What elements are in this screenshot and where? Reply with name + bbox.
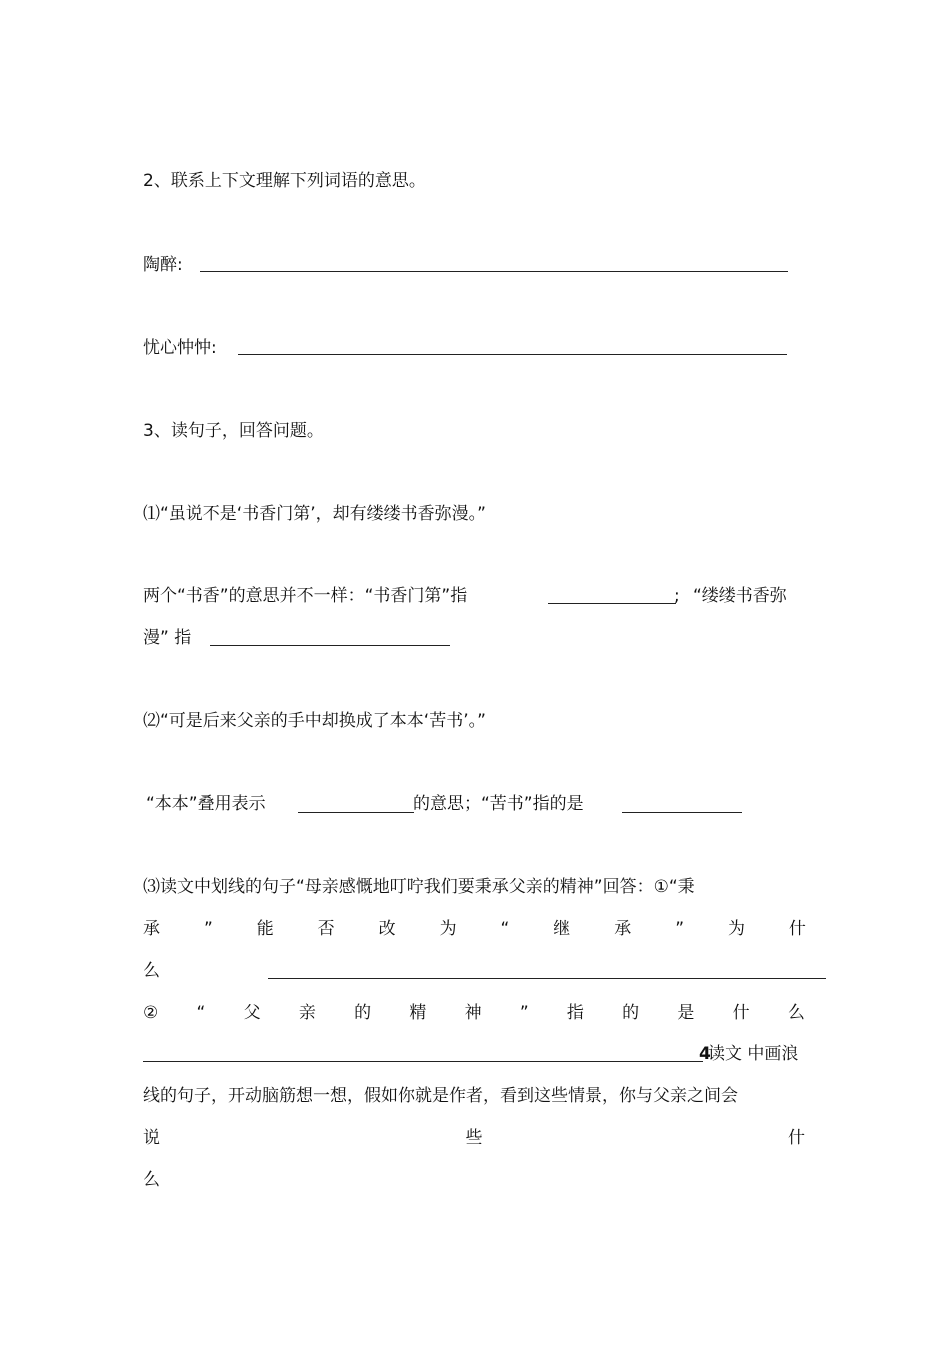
char: 承 xyxy=(143,919,160,939)
q3-s3-line1: ⑶读文中划线的句子“母亲感慨地叮咛我们要秉承父亲的精神”回答：①“秉 xyxy=(143,877,695,897)
char: 承 xyxy=(614,919,632,939)
q2-title: 2、联系上下文理解下列词语的意思。 xyxy=(143,171,426,191)
char: ” xyxy=(203,919,213,939)
char: “ xyxy=(196,1003,206,1023)
q3-s1-prompt-c: 漫” 指 xyxy=(143,628,192,648)
char: 什 xyxy=(732,1003,750,1023)
q3-s1-prompt-b: “缕缕书香弥 xyxy=(693,586,787,606)
char: 精 xyxy=(409,1003,427,1023)
char: 什 xyxy=(788,919,806,939)
q3-s1-semicolon: ; xyxy=(674,586,680,606)
char: 能 xyxy=(256,919,274,939)
q2-word1-answer-blank[interactable] xyxy=(200,270,788,272)
char: 些 xyxy=(465,1128,483,1148)
q3-s1-blank-b[interactable] xyxy=(210,644,450,646)
q3-s3-line4 xyxy=(143,1002,805,1024)
q2-word1-label: 陶醉: xyxy=(143,255,183,275)
q4-line3 xyxy=(143,1127,805,1149)
char: 的 xyxy=(622,1003,640,1023)
char: 亲 xyxy=(298,1003,316,1023)
char: 为 xyxy=(727,919,745,939)
q2-word2-answer-blank[interactable] xyxy=(238,353,787,355)
q3-s2-blank-a[interactable] xyxy=(298,811,414,813)
char: 的 xyxy=(354,1003,372,1023)
q3-s1-quote: ⑴“虽说不是‘书香门第’，却有缕缕书香弥漫。” xyxy=(143,504,486,524)
char: ” xyxy=(675,919,685,939)
char: 是 xyxy=(677,1003,695,1023)
q4-line4: 么 xyxy=(143,1170,160,1190)
q3-s2-prompt-a: “本本”叠用表示 xyxy=(146,794,266,814)
char: 改 xyxy=(378,919,396,939)
char: 说 xyxy=(143,1128,160,1148)
char: 为 xyxy=(439,919,457,939)
q3-s3-line3: 么 xyxy=(143,961,160,981)
q3-s3-blank-b[interactable] xyxy=(143,1060,703,1062)
char: 否 xyxy=(317,919,335,939)
q3-s1-blank-a[interactable] xyxy=(548,602,676,604)
q4-fragment: 读文 中画浪 xyxy=(708,1044,799,1064)
q3-s3-line2 xyxy=(143,918,806,940)
char: ” xyxy=(519,1003,529,1023)
char: 父 xyxy=(243,1003,261,1023)
q4-line2: 线的句子，开动脑筋想一想，假如你就是作者，看到这些情景，你与父亲之间会 xyxy=(143,1086,738,1106)
char: 继 xyxy=(553,919,571,939)
q2-word2-label: 忧心忡忡: xyxy=(143,338,217,358)
q3-title: 3、读句子，回答问题。 xyxy=(143,421,324,441)
char: 神 xyxy=(464,1003,482,1023)
char: “ xyxy=(500,919,510,939)
q3-s2-quote: ⑵“可是后来父亲的手中却换成了本本‘苦书’。” xyxy=(143,711,486,731)
char: ② xyxy=(143,1003,159,1023)
char: 指 xyxy=(566,1003,584,1023)
char: 么 xyxy=(787,1003,805,1023)
char: 什 xyxy=(788,1128,805,1148)
q3-s2-blank-b[interactable] xyxy=(622,811,742,813)
q3-s2-prompt-b: 的意思；“苦书”指的是 xyxy=(413,794,584,814)
q4-number: 4 xyxy=(699,1044,711,1064)
q3-s1-prompt-a: 两个“书香”的意思并不一样：“书香门第”指 xyxy=(143,586,468,606)
q3-s3-blank-a[interactable] xyxy=(268,977,826,979)
